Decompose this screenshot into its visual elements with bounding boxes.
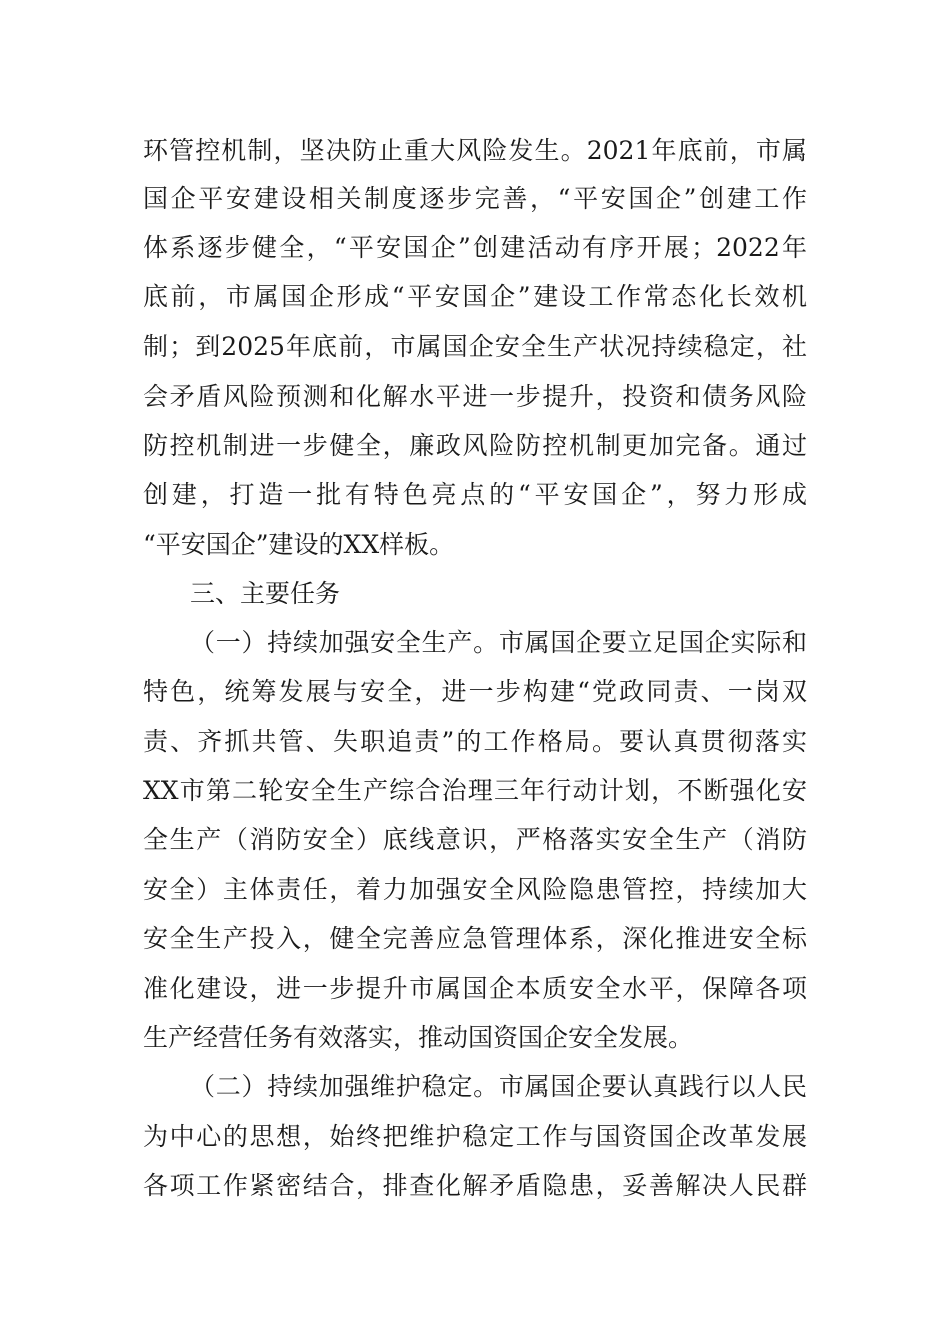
text-line: 安全）主体责任，着力加强安全风险隐患管控，持续加大 [143, 875, 807, 904]
text-line: 特色，统筹发展与安全，进一步构建“党政同责、一岗双 [143, 677, 807, 706]
text-line: 防控机制进一步健全，廉政风险防控机制更加完备。通过 [143, 431, 807, 460]
text-line: 安全生产投入，健全完善应急管理体系，深化推进安全标 [143, 924, 807, 953]
text-line: 制；到2025年底前，市属国企安全生产状况持续稳定，社 [143, 332, 807, 361]
text-line: 国企平安建设相关制度逐步完善，“平安国企”创建工作 [143, 184, 807, 213]
text-line: （一）持续加强安全生产。市属国企要立足国企实际和 [190, 628, 807, 657]
text-line: 底前，市属国企形成“平安国企”建设工作常态化长效机 [143, 282, 807, 311]
text-line: XX市第二轮安全生产综合治理三年行动计划，不断强化安 [143, 776, 807, 805]
text-line: “平安国企”建设的XX样板。 [143, 530, 455, 559]
text-line: 准化建设，进一步提升市属国企本质安全水平，保障各项 [143, 974, 807, 1003]
text-line: 为中心的思想，始终把维护稳定工作与国资国企改革发展 [143, 1122, 807, 1151]
text-line: 会矛盾风险预测和化解水平进一步提升，投资和债务风险 [143, 382, 807, 411]
text-line: 责、齐抓共管、失职追责”的工作格局。要认真贯彻落实 [143, 727, 807, 756]
text-line: 各项工作紧密结合，排查化解矛盾隐患，妥善解决人民群 [143, 1171, 807, 1200]
text-line: （二）持续加强维护稳定。市属国企要认真践行以人民 [190, 1072, 807, 1101]
text-line: 环管控机制，坚决防止重大风险发生。2021年底前，市属 [143, 136, 807, 165]
text-line: 创建，打造一批有特色亮点的“平安国企”，努力形成 [143, 480, 807, 509]
text-line: 生产经营任务有效落实，推动国资国企安全发展。 [143, 1023, 694, 1052]
text-line: 全生产（消防安全）底线意识，严格落实安全生产（消防 [143, 825, 807, 854]
section-heading: 三、主要任务 [190, 579, 341, 608]
text-line: 体系逐步健全，“平安国企”创建活动有序开展；2022年 [143, 233, 807, 262]
